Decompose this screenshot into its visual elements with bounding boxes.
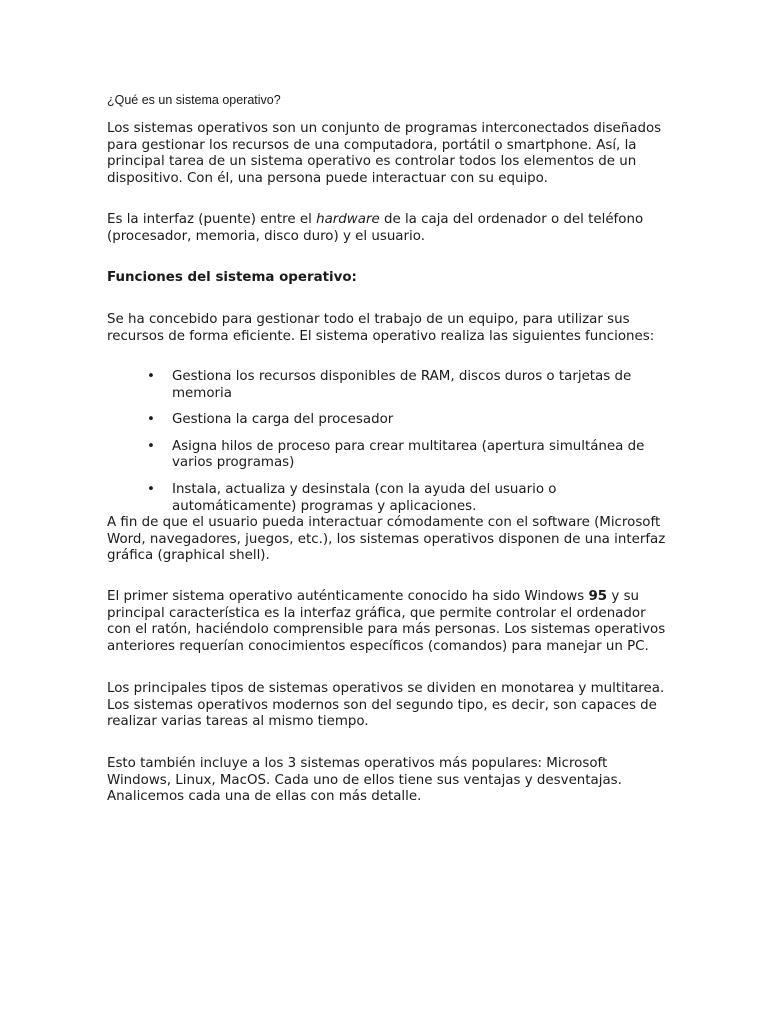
- list-item-text: Gestiona la carga del procesador: [172, 412, 394, 428]
- list-item: [107, 482, 667, 515]
- functions-list: [107, 369, 667, 515]
- paragraph-windows-before: El primer sistema operativo auténticamente conocido ha sido Windows: [107, 589, 589, 604]
- paragraph-interface-before: Es la interfaz (puente) entre el: [107, 212, 317, 227]
- bullet-icon: •: [147, 438, 155, 454]
- section-heading: Funciones del sistema operativo:: [107, 270, 357, 285]
- paragraph-popular: Esto también incluye a los 3 sistemas operativos más populares: Microsoft Windows, Linux, MacOS. Cada uno de ellos tiene sus ventajas y desventajas. Analicemos cada una de ellas con más detalle.: [107, 756, 622, 805]
- document-title: ¿Qué es un sistema operativo?: [107, 93, 281, 107]
- list-item-text: Instala, actualiza y desinstala (con la ayuda del usuario o automáticamente) programas y aplicaciones.: [172, 481, 557, 514]
- windows-version: 95: [588, 589, 608, 604]
- list-item: [107, 439, 667, 472]
- paragraph-types: Los principales tipos de sistemas operativos se dividen en monotarea y multitarea. Los sistemas operativos modernos son del segundo tipo, es decir, son capaces de realizar varias tareas al mismo tiempo.: [107, 681, 665, 730]
- list-item: [107, 412, 667, 429]
- paragraph-functions-intro: Se ha concebido para gestionar todo el trabajo de un equipo, para utilizar sus recursos de forma eficiente. El sistema operativo realiza las siguientes funciones:: [107, 312, 655, 344]
- paragraph-interface: [107, 212, 667, 245]
- list-item-text: Asigna hilos de proceso para crear multitarea (apertura simultánea de varios programas): [172, 438, 645, 471]
- paragraph-intro: Los sistemas operativos son un conjunto de programas interconectados diseñados para gestionar los recursos de una computadora, portátil o smartphone. Así, la principal tarea de un sistema operativo es controlar todos los elementos de un dispositivo. Con él, una persona puede interactuar con su equipo.: [107, 121, 662, 186]
- bullet-icon: •: [147, 481, 155, 497]
- paragraph-interface-after: de la caja del ordenador o del teléfono (procesador, memoria, disco duro) y el usuario.: [107, 212, 644, 244]
- bullet-icon: •: [147, 369, 155, 384]
- list-item: [107, 369, 667, 402]
- bullet-icon: •: [147, 412, 155, 428]
- paragraph-gui: A fin de que el usuario pueda interactuar cómodamente con el software (Microsoft Word, navegadores, juegos, etc.), los sistemas operativos disponen de una interfaz gráfica (graphical shell).: [107, 515, 666, 564]
- hardware-term: hardware: [316, 212, 380, 227]
- list-item-text: Gestiona los recursos disponibles de RAM, discos duros o tarjetas de memoria: [172, 369, 632, 401]
- paragraph-windows-after: y su principal característica es la interfaz gráfica, que permite controlar el ordenador con el ratón, haciéndolo comprensible para más personas. Los sistemas operativos anteriores requerían conocimientos específicos (comandos) para manejar un PC.: [107, 589, 666, 654]
- paragraph-windows: [107, 589, 667, 655]
